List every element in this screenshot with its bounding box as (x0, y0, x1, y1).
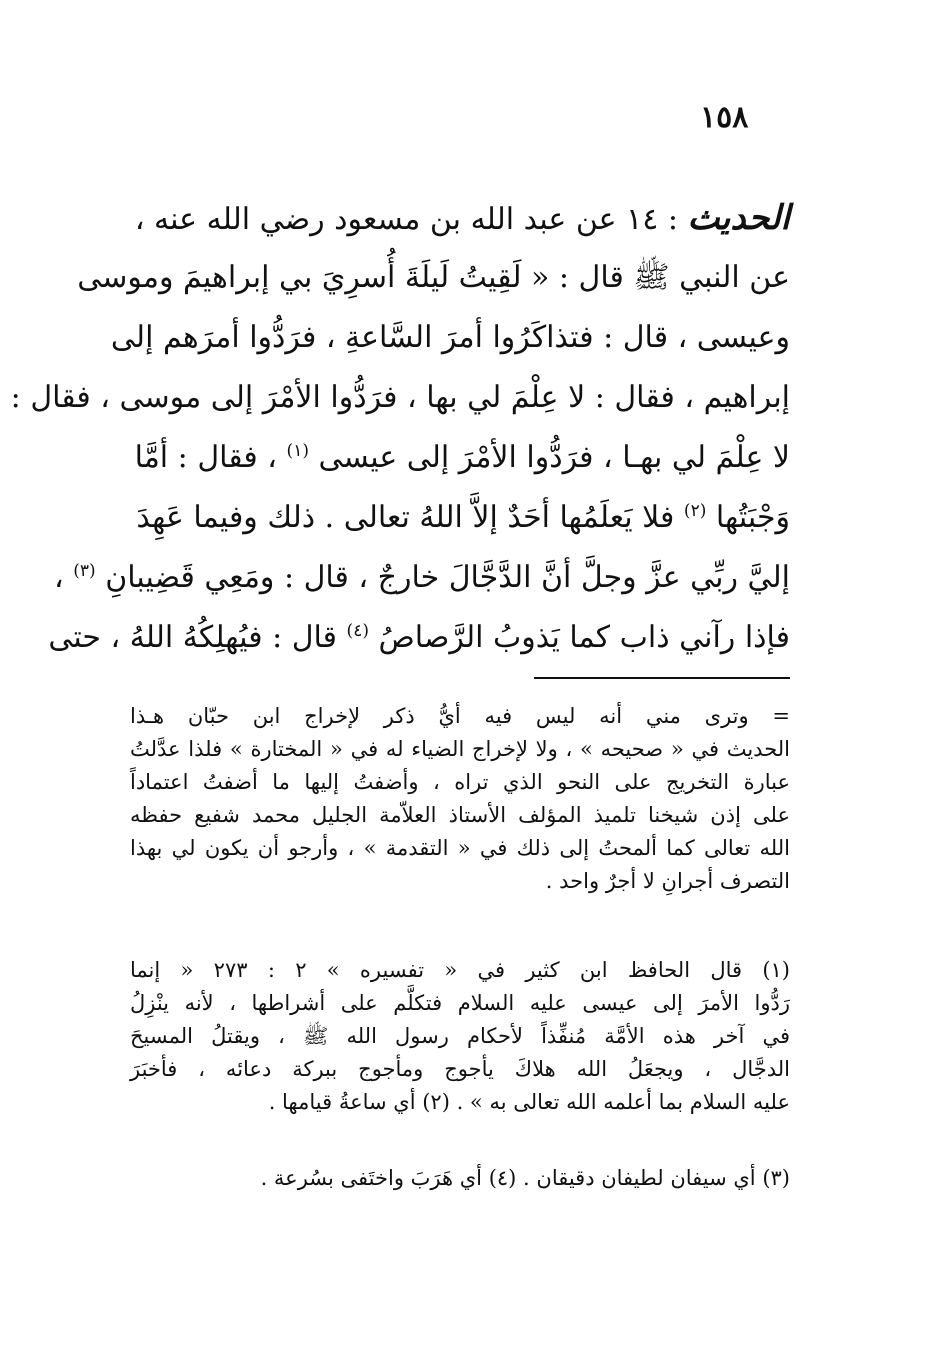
main-line-5-rest: ، فقال : أمَّا (134, 440, 277, 475)
hadith-heading: الحديث (687, 198, 790, 238)
main-line-7-rest: ، (54, 560, 64, 595)
hadith-main-text (10, 188, 790, 668)
note-line: عبارة التخريج على النحو الذي تراه ، وأضفتُ إليها ما أضفتُ اعتماداً (130, 770, 790, 794)
note-line: الدجَّال ، ويجعَلُ الله هلاكَ يأجوج ومأجوج ببركة دعائه ، فأخبَرَ (130, 1057, 790, 1081)
main-line-5 (134, 428, 790, 488)
note-line: الحديث في « صحيحه » ، ولا لإخراج الضياء له في « المختارة » فلذا عدَّلتُ (130, 737, 790, 761)
main-line-1-text: : ١٤ عن عبد الله بن مسعود رضي الله عنه ، (134, 202, 678, 237)
note-line: التصرف أجرانِ لا أجرٌ واحد . (545, 869, 790, 893)
main-line-8-rest: قال : فيُهلِكُهُ اللهُ ، حتى (48, 620, 337, 655)
main-line-3: وعيسى ، قال : فتذاكَرُوا أمرَ السَّاعةِ ، فرَدُّوا أمرَهم إلى (110, 320, 790, 355)
note-line: في آخر هذه الأمَّة مُنفِّذاً لأحكام رسول الله ﷺ ، ويقتلُ المسيحَ (130, 1024, 790, 1048)
footnotes-3-4 (130, 1162, 790, 1195)
note-line: (١) قال الحافظ ابن كثير في « تفسيره » ٢ : ٢٧٣ « إنما (130, 958, 790, 982)
main-line-6-rest: فلا يَعلَمُها أحَدٌ إلاَّ اللهُ تعالى . ذلك وفيما عَهِدَ (136, 500, 675, 535)
note-line: الله تعالى كما ألمحتُ إلى ذلك في « التقدمة » ، وأرجو أن يكون لي بهذا (130, 836, 790, 860)
note-line: رَدُّوا الأمرَ إلى عيسى عليه السلام فتكلَّم على أشراطها ، لأنه ينْزِلُ (130, 991, 790, 1015)
main-line-8-text: فإذا رآني ذاب كما يَذوبُ الرَّصاصُ (378, 620, 790, 655)
page-number: ١٥٨ (700, 100, 749, 135)
note-line: = وترى مني أنه ليس فيه أيُّ ذكر لإخراج ابن حبّان هـذا (130, 704, 790, 728)
main-line-4: إبراهيم ، فقال : لا عِلْمَ لي بها ، فرَدُّوا الأمْرَ إلى موسى ، فقال : (10, 380, 790, 415)
footnote-ref-2: (٢) (683, 501, 707, 521)
main-line-6 (136, 488, 790, 548)
main-line-7 (54, 548, 790, 608)
footnote-ref-4: (٤) (346, 621, 369, 641)
footnotes-1-2 (130, 954, 790, 1119)
main-line-2: عن النبي ﷺ قال : « لَقِيتُ لَيلَةَ أُسرِيَ بي إبراهيمَ وموسى (77, 260, 790, 295)
main-line-7-text: إليَّ ربِّي عزَّ وجلَّ أنَّ الدَّجَّالَ خارجٌ ، قال : ومَعِي قَضِيبانِ (105, 560, 790, 595)
note-line: على إذن شيخنا تلميذ المؤلف الأستاذ العلاّمة الجليل محمد شفيع حفظه (130, 803, 790, 827)
main-line-5-text: لا عِلْمَ لي بهـا ، فرَدُّوا الأمْرَ إلى عيسى (318, 440, 790, 475)
main-line-1 (134, 188, 790, 248)
footnote-divider (534, 677, 790, 679)
main-line-8 (48, 608, 790, 668)
main-line-6-text: وَجْبَتُها (715, 500, 790, 535)
footnote-continuation (130, 700, 790, 898)
note-line: (٣) أي سيفان لطيفان دقيقان . (٤) أي هَرَبَ واختَفى بسُرعة . (260, 1166, 790, 1190)
note-line: عليه السلام بما أعلمه الله تعالى به » . (٢) أي ساعةُ قيامها . (268, 1090, 790, 1114)
footnote-ref-3: (٣) (73, 561, 96, 581)
footnote-ref-1: (١) (286, 441, 309, 461)
